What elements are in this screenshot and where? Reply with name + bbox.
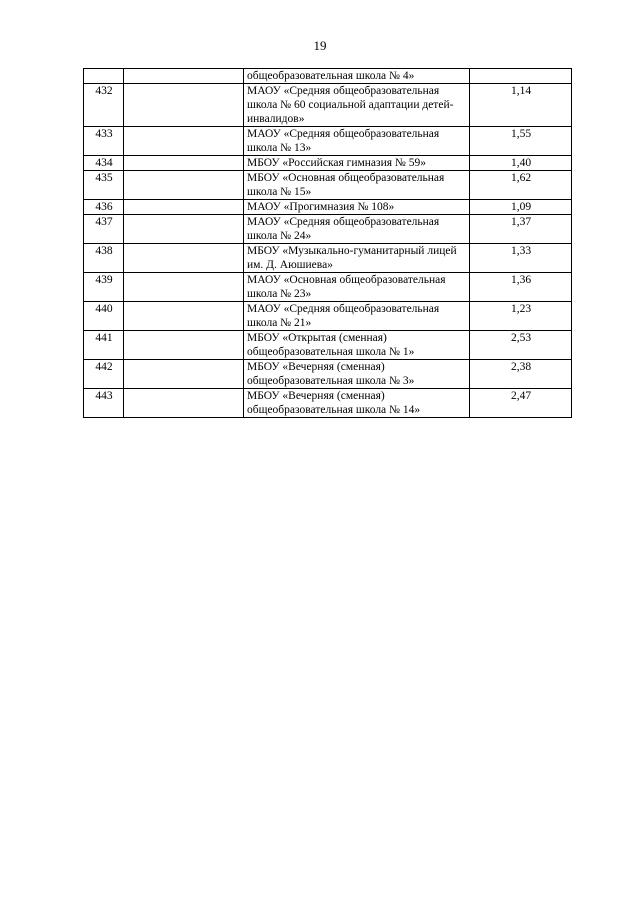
row-number: 433 xyxy=(84,127,124,156)
row-number: 440 xyxy=(84,302,124,331)
row-value: 1,23 xyxy=(470,302,572,331)
row-value: 1,36 xyxy=(470,273,572,302)
table-row xyxy=(84,302,572,331)
table-row xyxy=(84,215,572,244)
row-school-name: МБОУ «Основная общеобразовательная школа № 15» xyxy=(244,171,470,200)
row-school-name: МБОУ «Вечерняя (сменная) общеобразовательная школа № 3» xyxy=(244,360,470,389)
row-school-name: МБОУ «Музыкально-гуманитарный лицей им. Д. Аюшиева» xyxy=(244,244,470,273)
row-school-name: общеобразовательная школа № 4» xyxy=(244,69,470,84)
row-number: 443 xyxy=(84,389,124,418)
table-row xyxy=(84,200,572,215)
table-row xyxy=(84,331,572,360)
row-value: 1,14 xyxy=(470,84,572,127)
table-row xyxy=(84,84,572,127)
row-blank-cell xyxy=(124,171,244,200)
table-row xyxy=(84,389,572,418)
table-row-continuation xyxy=(84,69,572,84)
table-row xyxy=(84,171,572,200)
row-blank-cell xyxy=(124,302,244,331)
page-number: 19 xyxy=(313,38,327,53)
table-row xyxy=(84,156,572,171)
row-number: 434 xyxy=(84,156,124,171)
row-number: 437 xyxy=(84,215,124,244)
row-blank-cell xyxy=(124,84,244,127)
row-blank-cell xyxy=(124,200,244,215)
row-blank-cell xyxy=(124,331,244,360)
row-number: 441 xyxy=(84,331,124,360)
row-school-name: МБОУ «Открытая (сменная) общеобразовательная школа № 1» xyxy=(244,331,470,360)
row-school-name: МАОУ «Средняя общеобразовательная школа № 21» xyxy=(244,302,470,331)
row-number: 436 xyxy=(84,200,124,215)
row-number: 435 xyxy=(84,171,124,200)
row-value: 1,40 xyxy=(470,156,572,171)
row-value: 2,38 xyxy=(470,360,572,389)
row-blank-cell xyxy=(124,215,244,244)
row-school-name: МБОУ «Российская гимназия № 59» xyxy=(244,156,470,171)
row-value: 1,55 xyxy=(470,127,572,156)
row-blank-cell xyxy=(124,273,244,302)
row-value xyxy=(470,69,572,84)
row-number: 432 xyxy=(84,84,124,127)
row-school-name: МАОУ «Средняя общеобразовательная школа № 24» xyxy=(244,215,470,244)
row-blank-cell xyxy=(124,156,244,171)
row-school-name: МАОУ «Прогимназия № 108» xyxy=(244,200,470,215)
row-value: 2,53 xyxy=(470,331,572,360)
row-school-name: МАОУ «Основная общеобразовательная школа № 23» xyxy=(244,273,470,302)
row-value: 2,47 xyxy=(470,389,572,418)
row-value: 1,37 xyxy=(470,215,572,244)
table-row xyxy=(84,360,572,389)
row-value: 1,09 xyxy=(470,200,572,215)
table-row xyxy=(84,127,572,156)
row-value: 1,33 xyxy=(470,244,572,273)
row-school-name: МБОУ «Вечерняя (сменная) общеобразовательная школа № 14» xyxy=(244,389,470,418)
row-number xyxy=(84,69,124,84)
schools-table xyxy=(83,68,572,418)
row-number: 439 xyxy=(84,273,124,302)
row-number: 442 xyxy=(84,360,124,389)
row-blank-cell xyxy=(124,389,244,418)
row-number: 438 xyxy=(84,244,124,273)
row-value: 1,62 xyxy=(470,171,572,200)
table-row xyxy=(84,244,572,273)
table-row xyxy=(84,273,572,302)
row-school-name: МАОУ «Средняя общеобразовательная школа № 60 социальной адаптации детей-инвалидов» xyxy=(244,84,470,127)
row-blank-cell xyxy=(124,69,244,84)
row-school-name: МАОУ «Средняя общеобразовательная школа № 13» xyxy=(244,127,470,156)
row-blank-cell xyxy=(124,244,244,273)
row-blank-cell xyxy=(124,127,244,156)
row-blank-cell xyxy=(124,360,244,389)
